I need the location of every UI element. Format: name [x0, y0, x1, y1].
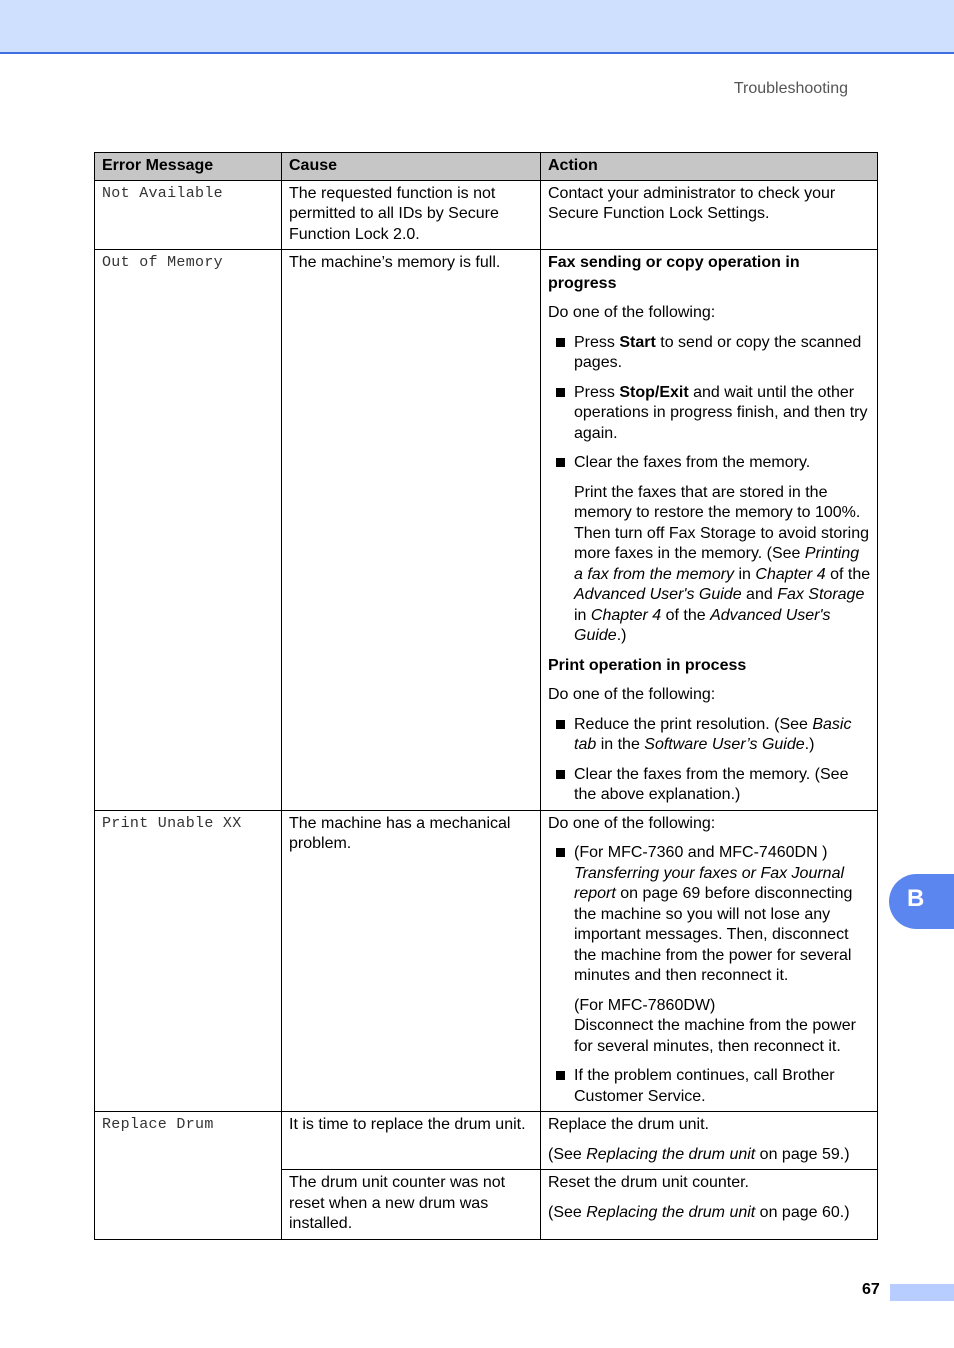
bullet-square-icon: [556, 458, 565, 467]
bullet-square-icon: [556, 720, 565, 729]
page-number: 67: [862, 1281, 880, 1298]
table-row-out-of-memory: [95, 250, 878, 811]
bullet-square-icon: [556, 848, 565, 857]
action-cell: Contact your administrator to check your Secure Function Lock Settings.: [541, 180, 878, 250]
action-cell: Replace the drum unit. (See Replacing the drum unit on page 59.): [541, 1112, 878, 1170]
cause-cell: The requested function is not permitted to all IDs by Secure Function Lock 2.0.: [282, 180, 541, 250]
fax-heading: Fax sending or copy operation in progress: [548, 254, 800, 292]
bullet-square-icon: [556, 388, 565, 397]
error-message-table: [94, 152, 878, 1240]
list-item: Press Stop/Exit and wait until the other operations in progress finish, and then try again.: [548, 383, 871, 445]
table-row-print-unable: [95, 810, 878, 1112]
table-row-not-available: [95, 180, 878, 250]
action-cell: Reset the drum unit counter. (See Replacing the drum unit on page 60.): [541, 1170, 878, 1240]
error-message-cell: Replace Drum: [95, 1112, 282, 1240]
action-cell: [541, 250, 878, 811]
stop-exit-key-label: Stop/Exit: [619, 383, 689, 401]
cause-cell: The machine has a mechanical problem.: [282, 810, 541, 1112]
bullet-square-icon: [556, 770, 565, 779]
appendix-letter: B: [907, 885, 925, 912]
cause-cell: The machine’s memory is full.: [282, 250, 541, 811]
section-title: Troubleshooting: [733, 80, 848, 97]
print-heading: Print operation in process: [548, 656, 747, 674]
bullet-square-icon: [556, 1071, 565, 1080]
action-cell: [541, 810, 878, 1112]
header-error-message: Error Message: [95, 153, 282, 181]
table-header-row: [95, 153, 878, 181]
start-key-label: Start: [619, 333, 656, 351]
fax-intro: Do one of the following:: [548, 304, 716, 321]
print-intro: Do one of the following:: [548, 686, 716, 703]
page-reference: (See Replacing the drum unit on page 59.): [548, 1145, 850, 1163]
table-row-replace-drum: [95, 1112, 878, 1170]
error-message-cell: Not Available: [95, 180, 282, 250]
cause-cell: It is time to replace the drum unit.: [282, 1112, 541, 1170]
appendix-b-tab: [889, 874, 954, 929]
list-item: Press Start to send or copy the scanned pages.: [548, 333, 871, 374]
list-item: (For MFC-7360 and MFC-7460DN ) Transferring your faxes or Fax Journal report on page 69 before disconnecting the machine so you will not lose any important messages. Then, disconnect the machine from the power for several minutes and then reconnect it.: [548, 843, 871, 987]
list-item: Reduce the print resolution. (See Basic tab in the Software User’s Guide.): [548, 715, 871, 756]
page-reference: (See Replacing the drum unit on page 60.): [548, 1203, 850, 1221]
top-band: [0, 0, 954, 54]
fax-storage-note: Print the faxes that are stored in the memory to restore the memory to 100%. Then turn off Fax Storage to avoid storing more faxes in the memory. (See Printing a fax from the memory in Chapter 4 of the Advanced User's Guide and Fax Storage in Chapter 4 of the Advanced User's Guide.): [574, 483, 871, 644]
cause-cell: The drum unit counter was not reset when a new drum was installed.: [282, 1170, 541, 1240]
header-cause: Cause: [282, 153, 541, 181]
list-item: Clear the faxes from the memory.: [548, 453, 871, 474]
list-item: Clear the faxes from the memory. (See the above explanation.): [548, 765, 871, 806]
bullet-square-icon: [556, 338, 565, 347]
page-number-bar: [890, 1284, 954, 1301]
action-intro: Do one of the following:: [548, 814, 716, 832]
error-message-cell: Out of Memory: [95, 250, 282, 811]
error-message-cell: Print Unable XX: [95, 810, 282, 1112]
mfc-7860dw-note: (For MFC-7860DW) Disconnect the machine from the power for several minutes, then reconnect it.: [574, 996, 856, 1055]
list-item: If the problem continues, call Brother Customer Service.: [548, 1066, 871, 1107]
header-action: Action: [541, 153, 878, 181]
